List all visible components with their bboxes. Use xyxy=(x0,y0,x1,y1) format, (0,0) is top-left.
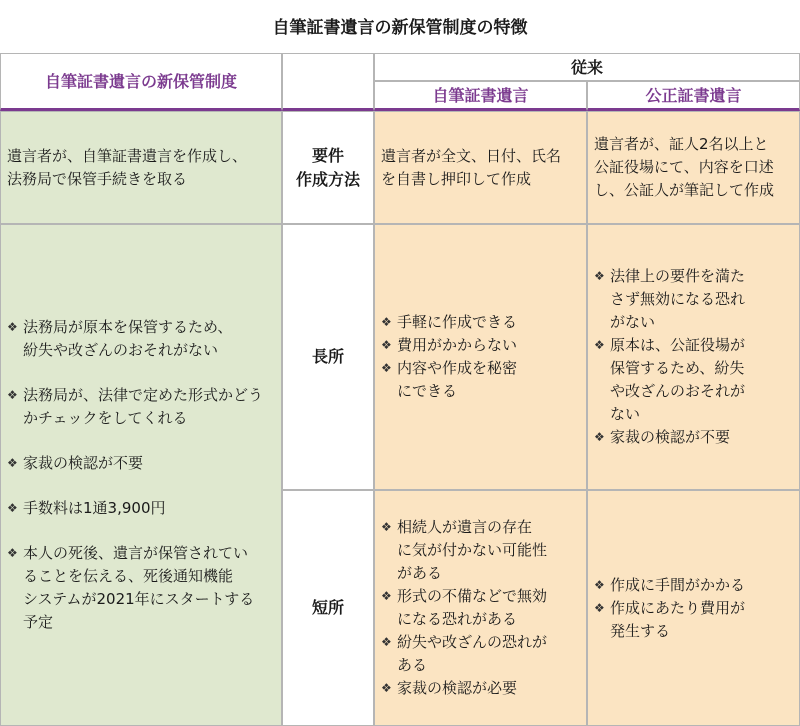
demerit-item xyxy=(594,597,793,643)
merits-kosei xyxy=(587,224,800,490)
header-jihitsu: 自筆証書遺言 xyxy=(374,81,587,111)
demerit-item xyxy=(381,516,580,585)
diamond-bullet-icon: ❖ xyxy=(7,320,18,334)
diamond-bullet-icon: ❖ xyxy=(381,681,392,695)
header-kosei: 公正証書遺言 xyxy=(587,81,800,111)
new-system-features xyxy=(0,224,282,726)
feature-item xyxy=(7,497,275,520)
feature-item xyxy=(7,542,275,634)
demerits-jihitsu xyxy=(374,490,587,726)
requirements-jihitsu xyxy=(374,111,587,224)
merit-line: 原本は、公証役場が xyxy=(610,336,746,354)
page-title: 自筆証書遺言の新保管制度の特徴 xyxy=(272,17,528,38)
merit-line: がない xyxy=(610,313,656,331)
demerit-line: がある xyxy=(397,564,443,582)
diamond-bullet-icon: ❖ xyxy=(594,338,605,352)
feature-item xyxy=(7,384,275,430)
row-label-requirements xyxy=(282,111,374,224)
diamond-bullet-icon: ❖ xyxy=(381,589,392,603)
diamond-bullet-icon: ❖ xyxy=(381,315,392,329)
demerit-line: に気が付かない可能性 xyxy=(397,541,548,559)
demerits-kosei xyxy=(587,490,800,726)
diamond-bullet-icon: ❖ xyxy=(594,269,605,283)
demerit-line: 家裁の検認が必要 xyxy=(397,679,518,697)
requirements-kosei-line: し、公証人が筆記して作成 xyxy=(594,181,775,199)
feature-line: 家裁の検認が不要 xyxy=(23,454,144,472)
requirements-new-system-line: 法務局で保管手続きを取る xyxy=(7,169,188,188)
feature-line: 本人の死後、遺言が保管されてい xyxy=(23,544,249,562)
demerit-item xyxy=(594,574,793,597)
feature-item xyxy=(7,452,275,475)
diamond-bullet-icon: ❖ xyxy=(381,361,392,375)
merit-item xyxy=(381,334,580,357)
demerit-line: 作成にあたり費用が xyxy=(610,598,746,617)
merit-line: 内容や作成を秘密 xyxy=(397,359,518,377)
feature-item xyxy=(7,316,275,362)
row-label-requirements-line2: 作成方法 xyxy=(295,169,360,189)
merit-item xyxy=(594,426,793,449)
merit-line: や改ざんのおそれが xyxy=(610,382,746,400)
merit-line: 家裁の検認が不要 xyxy=(610,428,731,446)
feature-line: 手数料は1通3,900円 xyxy=(23,499,166,517)
demerit-line: 相続人が遺言の存在 xyxy=(397,518,533,536)
diamond-bullet-icon: ❖ xyxy=(381,635,392,649)
merit-item xyxy=(594,265,793,334)
header-new-system: 自筆証書遺言の新保管制度 xyxy=(0,53,282,111)
demerit-line: 作成に手間がかかる xyxy=(610,575,746,594)
feature-line: ることを伝える、死後通知機能 xyxy=(23,567,234,585)
merit-line: にできる xyxy=(397,382,458,400)
diamond-bullet-icon: ❖ xyxy=(7,388,18,402)
merit-line: 法律上の要件を満た xyxy=(610,267,746,285)
diamond-bullet-icon: ❖ xyxy=(594,600,605,615)
requirements-kosei xyxy=(587,111,800,224)
demerit-line: 形式の不備などで無効 xyxy=(397,587,548,605)
requirements-new-system-line: 遺言者が、自筆証書遺言を作成し、 xyxy=(7,146,248,165)
requirements-jihitsu-line: を自書し押印して作成 xyxy=(381,169,532,188)
header-empty-cell xyxy=(282,53,374,111)
diamond-bullet-icon: ❖ xyxy=(594,430,605,444)
requirements-kosei-line: 遺言者が、証人2名以上と xyxy=(594,135,769,153)
merit-line: ない xyxy=(610,405,641,423)
demerit-line: 紛失や改ざんの恐れが xyxy=(397,633,548,651)
row-label-merits: 長所 xyxy=(282,224,374,490)
feature-line: 予定 xyxy=(23,613,54,631)
requirements-kosei-line: 公証役場にて、内容を口述 xyxy=(594,158,774,176)
diamond-bullet-icon: ❖ xyxy=(7,456,18,470)
merit-item xyxy=(381,311,580,334)
diamond-bullet-icon: ❖ xyxy=(381,338,392,352)
demerit-item xyxy=(381,631,580,677)
merit-item xyxy=(381,357,580,403)
header-conventional: 従来 xyxy=(374,53,800,81)
merit-item xyxy=(594,334,793,426)
merits-jihitsu xyxy=(374,224,587,490)
row-label-demerits: 短所 xyxy=(282,490,374,726)
feature-line: システムが2021年にスタートする xyxy=(23,590,255,608)
diamond-bullet-icon: ❖ xyxy=(594,577,605,592)
demerit-line: ある xyxy=(397,656,428,674)
merit-line: 手軽に作成できる xyxy=(397,313,518,331)
merit-line: さず無効になる恐れ xyxy=(610,290,746,308)
merit-line: 費用がかからない xyxy=(397,336,518,354)
feature-line: かチェックをしてくれる xyxy=(23,409,188,427)
demerit-item xyxy=(381,585,580,631)
demerit-item xyxy=(381,677,580,700)
feature-line: 法務局が、法律で定めた形式かどう xyxy=(23,386,264,404)
row-label-requirements-line1: 要件 xyxy=(311,145,344,165)
feature-line: 紛失や改ざんのおそれがない xyxy=(23,341,219,359)
diamond-bullet-icon: ❖ xyxy=(7,501,18,515)
diamond-bullet-icon: ❖ xyxy=(7,546,18,560)
requirements-new-system xyxy=(0,111,282,224)
feature-line: 法務局が原本を保管するため、 xyxy=(23,318,233,336)
merit-line: 保管するため、紛失 xyxy=(610,359,745,377)
demerit-line: になる恐れがある xyxy=(397,610,518,628)
demerit-line: 発生する xyxy=(610,621,671,640)
requirements-jihitsu-line: 遺言者が全文、日付、氏名 xyxy=(381,146,562,165)
diamond-bullet-icon: ❖ xyxy=(381,520,392,534)
